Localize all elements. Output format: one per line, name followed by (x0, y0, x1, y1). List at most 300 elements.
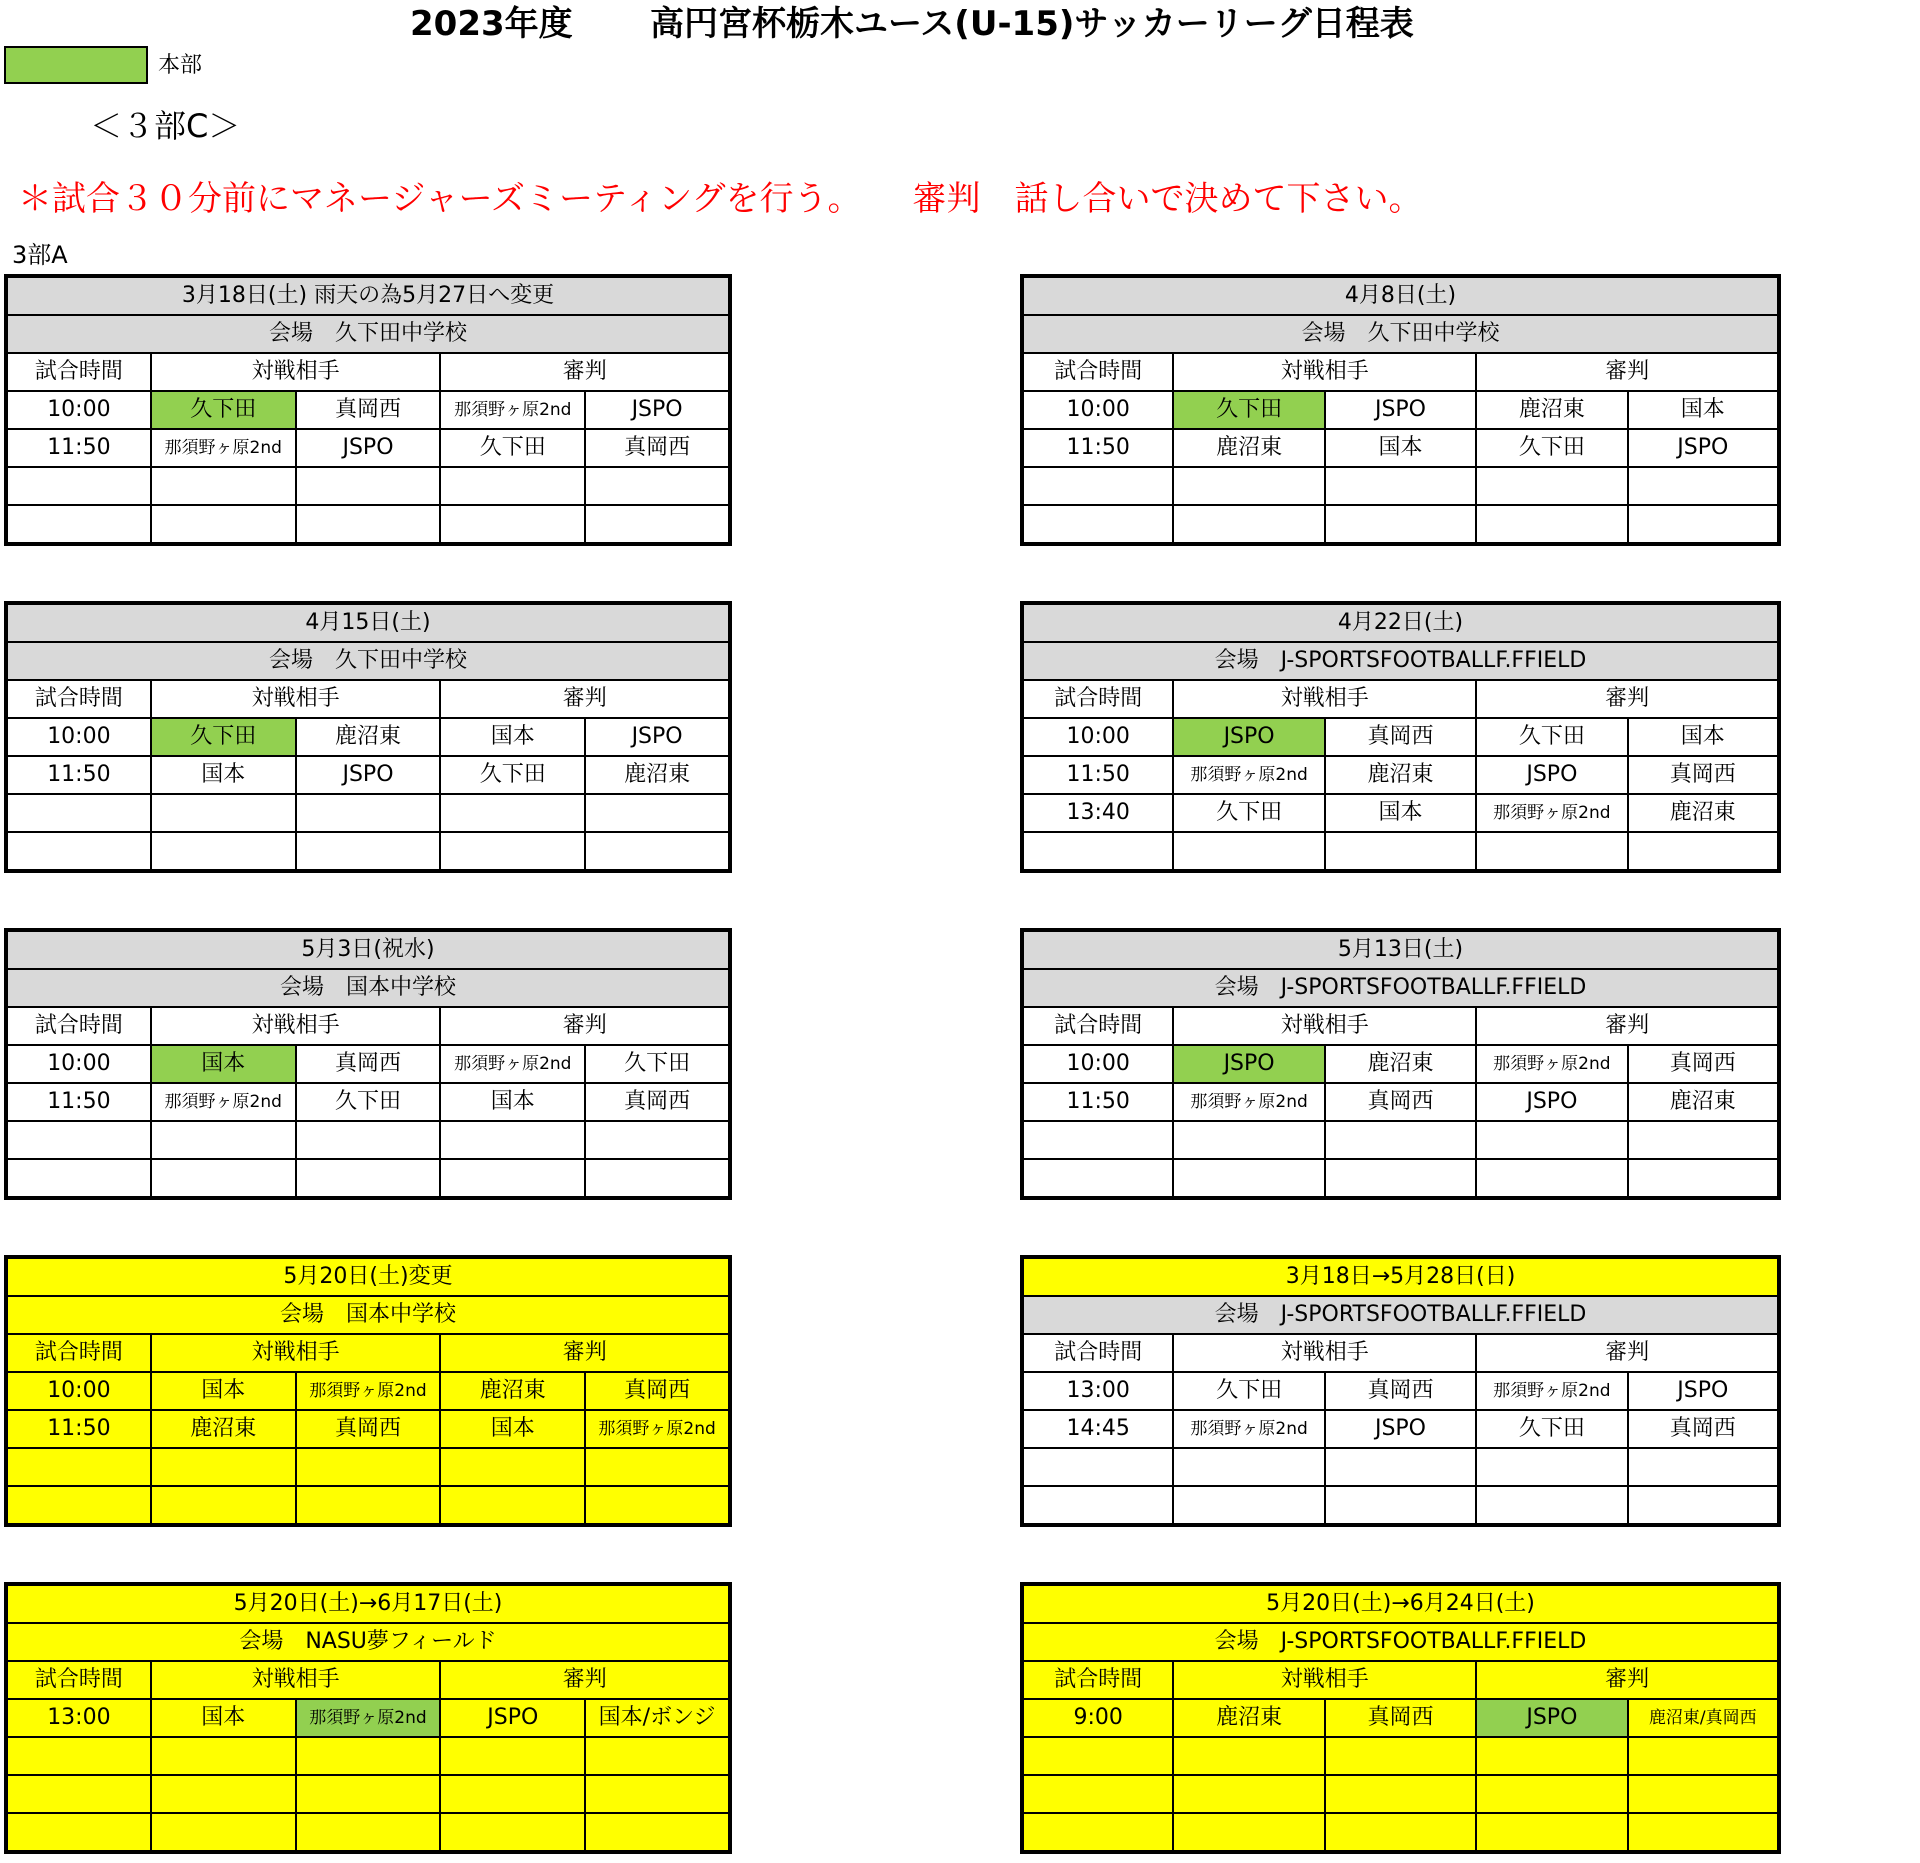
cell-ref-2 (1628, 1448, 1779, 1486)
cell-team-b (296, 467, 441, 505)
match-row (6, 1410, 730, 1448)
cell-time: 10:00 (1022, 391, 1173, 429)
col-header-time: 試合時間 (6, 1661, 151, 1699)
schedule-block-6 (1020, 928, 1781, 1200)
col-header-time: 試合時間 (1022, 353, 1173, 391)
cell-ref-1 (440, 467, 585, 505)
cell-ref-2 (585, 832, 730, 871)
cell-team-b: 久下田 (296, 1083, 441, 1121)
match-row (1022, 1410, 1779, 1448)
cell-ref-1: 那須野ヶ原2nd (440, 391, 585, 429)
cell-team-b (296, 832, 441, 871)
col-header-referee: 審判 (440, 1334, 730, 1372)
match-row (1022, 832, 1779, 871)
cell-ref-2 (1628, 1486, 1779, 1525)
cell-team-a: 久下田 (1173, 1372, 1324, 1410)
cell-time (6, 1159, 151, 1198)
title-name: 高円宮杯栃木ユース(U-15)サッカーリーグ日程表 (650, 4, 1414, 44)
col-header-referee: 審判 (440, 1661, 730, 1699)
match-row (6, 1045, 730, 1083)
col-header-opponents: 対戦相手 (151, 353, 441, 391)
cell-team-b: 国本 (1325, 429, 1476, 467)
cell-ref-1 (440, 505, 585, 544)
cell-ref-2 (585, 1159, 730, 1198)
match-row (6, 794, 730, 832)
cell-time (1022, 1159, 1173, 1198)
match-row (1022, 1699, 1779, 1737)
cell-time: 10:00 (6, 1372, 151, 1410)
col-header-referee: 審判 (1476, 680, 1779, 718)
cell-ref-1 (1476, 1737, 1627, 1775)
division-label: ＜３部C＞ (90, 107, 241, 145)
cell-team-b (1325, 1813, 1476, 1852)
cell-team-b: 真岡西 (1325, 718, 1476, 756)
cell-team-b (1325, 1775, 1476, 1813)
cell-team-a (1173, 1813, 1324, 1852)
cell-time (6, 832, 151, 871)
cell-ref-1: 那須野ヶ原2nd (1476, 1372, 1627, 1410)
match-row (1022, 718, 1779, 756)
cell-ref-2: 真岡西 (1628, 1045, 1779, 1083)
match-row (6, 1448, 730, 1486)
match-row (6, 1121, 730, 1159)
cell-ref-2: 真岡西 (1628, 1410, 1779, 1448)
cell-ref-2 (1628, 1121, 1779, 1159)
cell-ref-2 (1628, 1159, 1779, 1198)
cell-ref-2: 真岡西 (1628, 756, 1779, 794)
match-row (1022, 794, 1779, 832)
cell-ref-2 (1628, 832, 1779, 871)
cell-time (1022, 1737, 1173, 1775)
cell-time (1022, 1775, 1173, 1813)
cell-team-a (1173, 1737, 1324, 1775)
cell-ref-2 (585, 1775, 730, 1813)
cell-team-b: JSPO (296, 429, 441, 467)
cell-ref-1 (1476, 1121, 1627, 1159)
schedule-block-4 (1020, 601, 1781, 873)
cell-ref-1: JSPO (1476, 756, 1627, 794)
col-header-time: 試合時間 (6, 680, 151, 718)
cell-ref-1: 国本 (440, 1410, 585, 1448)
cell-ref-2 (1628, 1775, 1779, 1813)
cell-team-a (1173, 505, 1324, 544)
col-header-time: 試合時間 (1022, 1334, 1173, 1372)
cell-ref-2 (585, 1448, 730, 1486)
block-venue: 会場 NASU夢フィールド (6, 1623, 730, 1661)
col-header-referee: 審判 (440, 353, 730, 391)
cell-team-a (151, 1121, 296, 1159)
match-row (1022, 391, 1779, 429)
match-row (1022, 429, 1779, 467)
col-header-opponents: 対戦相手 (1173, 1334, 1476, 1372)
cell-time (6, 505, 151, 544)
cell-ref-1 (440, 1159, 585, 1198)
cell-team-b: 鹿沼東 (1325, 1045, 1476, 1083)
block-date: 5月3日(祝水) (6, 930, 730, 969)
block-venue: 会場 久下田中学校 (6, 642, 730, 680)
cell-team-a (151, 1775, 296, 1813)
cell-ref-2 (1628, 505, 1779, 544)
cell-team-b (296, 1448, 441, 1486)
cell-team-a (1173, 1121, 1324, 1159)
match-row (6, 1737, 730, 1775)
cell-ref-2 (585, 1737, 730, 1775)
cell-ref-1 (440, 1486, 585, 1525)
cell-ref-2: 国本/ボンジ (585, 1699, 730, 1737)
cell-ref-1 (1476, 1486, 1627, 1525)
col-header-opponents: 対戦相手 (1173, 1007, 1476, 1045)
block-venue: 会場 国本中学校 (6, 969, 730, 1007)
page-title (0, 2, 1920, 46)
block-date: 4月22日(土) (1022, 603, 1779, 642)
col-header-opponents: 対戦相手 (151, 1334, 441, 1372)
cell-time (6, 1121, 151, 1159)
cell-team-a: 那須野ヶ原2nd (151, 1083, 296, 1121)
block-date: 5月20日(土)→6月24日(土) (1022, 1584, 1779, 1623)
cell-ref-2 (585, 467, 730, 505)
block-date: 5月20日(土)→6月17日(土) (6, 1584, 730, 1623)
cell-team-a (151, 1813, 296, 1852)
match-row (1022, 1486, 1779, 1525)
col-header-referee: 審判 (1476, 353, 1779, 391)
cell-time: 9:00 (1022, 1699, 1173, 1737)
cell-ref-2: 国本 (1628, 718, 1779, 756)
cell-time (6, 1486, 151, 1525)
col-header-opponents: 対戦相手 (1173, 680, 1476, 718)
cell-ref-2: 真岡西 (585, 1372, 730, 1410)
block-venue: 会場 J-SPORTSFOOTBALLF.FFIELD (1022, 969, 1779, 1007)
match-row (6, 429, 730, 467)
notice-text: ＊試合３０分前にマネージャーズミーティングを行う。 審判 話し合いで決めて下さい。 (18, 179, 1423, 219)
match-row (1022, 1775, 1779, 1813)
cell-time: 10:00 (6, 718, 151, 756)
cell-team-a: 那須野ヶ原2nd (1173, 756, 1324, 794)
schedule-block-5 (4, 928, 732, 1200)
cell-time: 10:00 (1022, 718, 1173, 756)
col-header-time: 試合時間 (6, 1334, 151, 1372)
cell-ref-1 (440, 1448, 585, 1486)
match-row (6, 467, 730, 505)
cell-team-b (296, 1159, 441, 1198)
cell-team-a: 国本 (151, 1045, 296, 1083)
cell-ref-2 (1628, 467, 1779, 505)
cell-ref-1: 久下田 (1476, 718, 1627, 756)
cell-time (6, 1737, 151, 1775)
cell-time (6, 1448, 151, 1486)
cell-team-a: JSPO (1173, 718, 1324, 756)
match-row (1022, 1372, 1779, 1410)
cell-team-a (1173, 1775, 1324, 1813)
match-row (6, 1775, 730, 1813)
cell-team-a (151, 1159, 296, 1198)
cell-time: 10:00 (1022, 1045, 1173, 1083)
cell-team-a (151, 1737, 296, 1775)
block-venue: 会場 久下田中学校 (1022, 315, 1779, 353)
schedule-block-1 (4, 274, 732, 546)
block-venue: 会場 J-SPORTSFOOTBALLF.FFIELD (1022, 642, 1779, 680)
cell-team-b (1325, 1486, 1476, 1525)
block-venue: 会場 国本中学校 (6, 1296, 730, 1334)
cell-team-b (1325, 1448, 1476, 1486)
cell-time (1022, 832, 1173, 871)
cell-ref-1 (1476, 1775, 1627, 1813)
cell-ref-1 (440, 1813, 585, 1852)
cell-team-a: 久下田 (151, 391, 296, 429)
cell-ref-2: JSPO (1628, 429, 1779, 467)
match-row (1022, 1448, 1779, 1486)
cell-team-a: 久下田 (1173, 391, 1324, 429)
cell-time: 10:00 (6, 391, 151, 429)
cell-ref-2 (1628, 1737, 1779, 1775)
cell-team-b (296, 1121, 441, 1159)
match-row (1022, 1045, 1779, 1083)
cell-team-a: 鹿沼東 (1173, 429, 1324, 467)
cell-team-a: 那須野ヶ原2nd (151, 429, 296, 467)
cell-team-a: JSPO (1173, 1045, 1324, 1083)
cell-ref-2: 鹿沼東 (1628, 794, 1779, 832)
cell-team-b: JSPO (1325, 1410, 1476, 1448)
cell-ref-1 (440, 1775, 585, 1813)
col-header-time: 試合時間 (6, 1007, 151, 1045)
schedule-block-7 (4, 1255, 732, 1527)
col-header-time: 試合時間 (1022, 1007, 1173, 1045)
schedule-block-10 (1020, 1582, 1781, 1854)
cell-ref-1: 鹿沼東 (440, 1372, 585, 1410)
cell-time (1022, 1813, 1173, 1852)
group-label: 3部A (12, 241, 68, 269)
cell-team-a (151, 505, 296, 544)
cell-team-b: 真岡西 (296, 1045, 441, 1083)
col-header-referee: 審判 (440, 1007, 730, 1045)
cell-team-b: JSPO (296, 756, 441, 794)
block-date: 5月20日(土)変更 (6, 1257, 730, 1296)
cell-team-b: 鹿沼東 (1325, 756, 1476, 794)
col-header-referee: 審判 (440, 680, 730, 718)
cell-ref-2 (585, 1486, 730, 1525)
cell-ref-2: 鹿沼東/真岡西 (1628, 1699, 1779, 1737)
cell-ref-1 (1476, 1813, 1627, 1852)
cell-time: 11:50 (6, 1083, 151, 1121)
match-row (1022, 1121, 1779, 1159)
cell-ref-1 (1476, 467, 1627, 505)
cell-time (6, 794, 151, 832)
col-header-opponents: 対戦相手 (151, 1661, 441, 1699)
cell-ref-2 (585, 1813, 730, 1852)
cell-ref-2 (585, 1121, 730, 1159)
col-header-opponents: 対戦相手 (151, 680, 441, 718)
cell-time (1022, 1121, 1173, 1159)
block-date: 5月13日(土) (1022, 930, 1779, 969)
cell-ref-1: JSPO (1476, 1083, 1627, 1121)
cell-team-b (296, 1737, 441, 1775)
cell-team-a: 国本 (151, 1372, 296, 1410)
legend-label: 本部 (158, 53, 203, 78)
schedule-block-8 (1020, 1255, 1781, 1527)
legend-swatch (4, 46, 148, 84)
col-header-time: 試合時間 (1022, 680, 1173, 718)
match-row (6, 1372, 730, 1410)
cell-ref-2 (585, 505, 730, 544)
match-row (6, 1486, 730, 1525)
match-row (1022, 1083, 1779, 1121)
cell-ref-2: 那須野ヶ原2nd (585, 1410, 730, 1448)
cell-time (1022, 467, 1173, 505)
cell-ref-2 (585, 794, 730, 832)
cell-time: 13:40 (1022, 794, 1173, 832)
cell-ref-1: 国本 (440, 1083, 585, 1121)
cell-ref-2: 国本 (1628, 391, 1779, 429)
cell-team-a (151, 1448, 296, 1486)
cell-team-b (1325, 505, 1476, 544)
cell-team-b: 鹿沼東 (296, 718, 441, 756)
col-header-referee: 審判 (1476, 1334, 1779, 1372)
match-row (6, 718, 730, 756)
cell-team-a: 国本 (151, 1699, 296, 1737)
match-row (6, 1699, 730, 1737)
match-row (6, 391, 730, 429)
match-row (6, 832, 730, 871)
cell-ref-1: 那須野ヶ原2nd (440, 1045, 585, 1083)
cell-ref-1 (440, 832, 585, 871)
cell-team-b: 真岡西 (1325, 1372, 1476, 1410)
cell-team-b (1325, 832, 1476, 871)
cell-team-a (1173, 832, 1324, 871)
cell-team-b (296, 794, 441, 832)
cell-team-b: 真岡西 (296, 1410, 441, 1448)
match-row (1022, 467, 1779, 505)
cell-ref-2 (1628, 1813, 1779, 1852)
cell-time: 11:50 (1022, 429, 1173, 467)
cell-team-a: 那須野ヶ原2nd (1173, 1410, 1324, 1448)
cell-team-a: 久下田 (151, 718, 296, 756)
cell-ref-1 (440, 1737, 585, 1775)
cell-team-a (1173, 1448, 1324, 1486)
block-venue: 会場 J-SPORTSFOOTBALLF.FFIELD (1022, 1296, 1779, 1334)
block-date: 4月8日(土) (1022, 276, 1779, 315)
cell-time: 11:50 (6, 429, 151, 467)
cell-ref-2: JSPO (585, 718, 730, 756)
cell-ref-1 (1476, 832, 1627, 871)
cell-time: 13:00 (1022, 1372, 1173, 1410)
cell-time: 11:50 (6, 756, 151, 794)
cell-team-b (296, 505, 441, 544)
cell-team-a (1173, 467, 1324, 505)
cell-ref-1: 那須野ヶ原2nd (1476, 1045, 1627, 1083)
match-row (6, 1083, 730, 1121)
cell-team-a: 鹿沼東 (1173, 1699, 1324, 1737)
match-row (1022, 756, 1779, 794)
cell-ref-2: JSPO (585, 391, 730, 429)
col-header-opponents: 対戦相手 (151, 1007, 441, 1045)
cell-ref-1 (1476, 505, 1627, 544)
cell-ref-2: 鹿沼東 (585, 756, 730, 794)
cell-team-a (151, 832, 296, 871)
cell-time: 11:50 (1022, 1083, 1173, 1121)
cell-ref-1: JSPO (440, 1699, 585, 1737)
cell-ref-2: 久下田 (585, 1045, 730, 1083)
cell-ref-1 (1476, 1159, 1627, 1198)
cell-team-a (151, 467, 296, 505)
match-row (6, 505, 730, 544)
col-header-referee: 審判 (1476, 1661, 1779, 1699)
cell-team-b: 国本 (1325, 794, 1476, 832)
block-venue: 会場 久下田中学校 (6, 315, 730, 353)
cell-team-b: JSPO (1325, 391, 1476, 429)
block-venue: 会場 J-SPORTSFOOTBALLF.FFIELD (1022, 1623, 1779, 1661)
cell-ref-1: JSPO (1476, 1699, 1627, 1737)
col-header-opponents: 対戦相手 (1173, 1661, 1476, 1699)
match-row (6, 1159, 730, 1198)
cell-ref-1: 鹿沼東 (1476, 391, 1627, 429)
cell-team-a (1173, 1486, 1324, 1525)
cell-ref-1: 久下田 (1476, 1410, 1627, 1448)
cell-time: 10:00 (6, 1045, 151, 1083)
cell-ref-2: 真岡西 (585, 429, 730, 467)
cell-ref-1 (440, 794, 585, 832)
cell-ref-1 (440, 1121, 585, 1159)
cell-time (6, 467, 151, 505)
match-row (1022, 1813, 1779, 1852)
col-header-referee: 審判 (1476, 1007, 1779, 1045)
cell-time: 14:45 (1022, 1410, 1173, 1448)
cell-team-a: 那須野ヶ原2nd (1173, 1083, 1324, 1121)
block-date: 3月18日(土) 雨天の為5月27日へ変更 (6, 276, 730, 315)
schedule-block-2 (1020, 274, 1781, 546)
cell-time: 11:50 (6, 1410, 151, 1448)
cell-ref-2: JSPO (1628, 1372, 1779, 1410)
cell-team-b: 那須野ヶ原2nd (296, 1372, 441, 1410)
cell-team-b (296, 1813, 441, 1852)
cell-ref-2: 鹿沼東 (1628, 1083, 1779, 1121)
cell-team-a (151, 1486, 296, 1525)
cell-team-b (1325, 1159, 1476, 1198)
cell-ref-1: 久下田 (1476, 429, 1627, 467)
cell-time: 13:00 (6, 1699, 151, 1737)
cell-time (1022, 1448, 1173, 1486)
cell-team-b: 真岡西 (296, 391, 441, 429)
cell-team-b: 真岡西 (1325, 1083, 1476, 1121)
match-row (6, 1813, 730, 1852)
cell-time (6, 1775, 151, 1813)
cell-time: 11:50 (1022, 756, 1173, 794)
match-row (1022, 505, 1779, 544)
cell-team-b: 那須野ヶ原2nd (296, 1699, 441, 1737)
cell-team-a: 久下田 (1173, 794, 1324, 832)
cell-ref-1 (1476, 1448, 1627, 1486)
block-date: 3月18日→5月28日(日) (1022, 1257, 1779, 1296)
cell-ref-1: 久下田 (440, 756, 585, 794)
col-header-time: 試合時間 (6, 353, 151, 391)
col-header-time: 試合時間 (1022, 1661, 1173, 1699)
cell-time (1022, 1486, 1173, 1525)
cell-team-b (1325, 1737, 1476, 1775)
cell-ref-1: 国本 (440, 718, 585, 756)
cell-team-a (151, 794, 296, 832)
block-date: 4月15日(土) (6, 603, 730, 642)
cell-team-b (1325, 1121, 1476, 1159)
cell-ref-2: 真岡西 (585, 1083, 730, 1121)
cell-team-b (296, 1775, 441, 1813)
cell-ref-1: 那須野ヶ原2nd (1476, 794, 1627, 832)
schedule-block-9 (4, 1582, 732, 1854)
cell-time (1022, 505, 1173, 544)
schedule-block-3 (4, 601, 732, 873)
cell-team-a: 鹿沼東 (151, 1410, 296, 1448)
cell-team-b (1325, 467, 1476, 505)
match-row (1022, 1159, 1779, 1198)
cell-team-b: 真岡西 (1325, 1699, 1476, 1737)
cell-time (6, 1813, 151, 1852)
